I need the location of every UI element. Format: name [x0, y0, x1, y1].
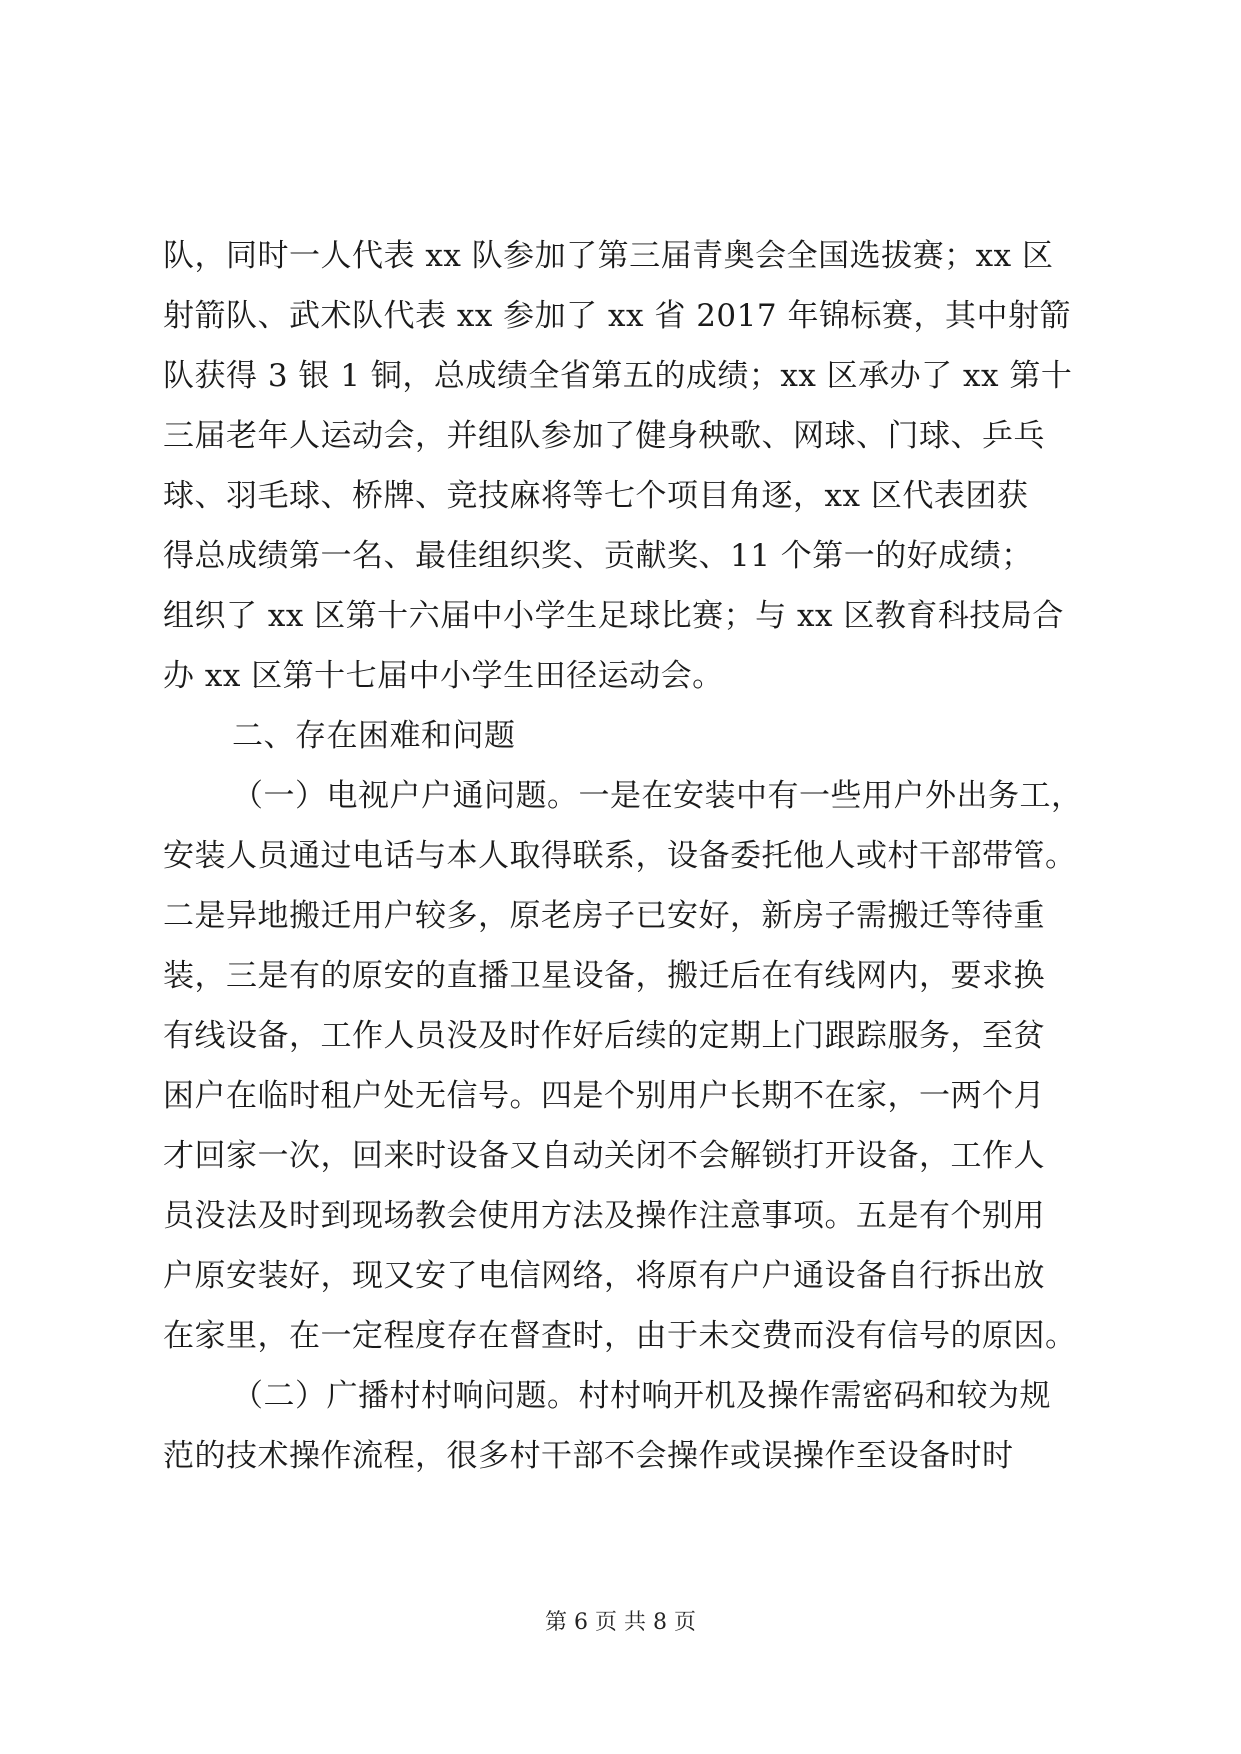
- text-line-17: 员没法及时到现场教会使用方法及操作注意事项。五是有个别用: [163, 1198, 1045, 1234]
- text-line-8: 办 xx 区第十七届中小学生田径运动会。: [163, 658, 724, 694]
- text-line-13: 装，三是有的原安的直播卫星设备，搬迁后在有线网内，要求换: [163, 958, 1045, 994]
- text-line-3: 队获得 3 银 1 铜，总成绩全省第五的成绩；xx 区承办了 xx 第十: [163, 358, 1073, 394]
- text-line-18: 户原安装好，现又安了电信网络，将原有户户通设备自行拆出放: [163, 1258, 1045, 1294]
- text-line-6: 得总成绩第一名、最佳组织奖、贡献奖、11 个第一的好成绩；: [163, 538, 1033, 574]
- text-line-14: 有线设备，工作人员没及时作好后续的定期上门跟踪服务，至贫: [163, 1018, 1045, 1054]
- section-heading: 二、存在困难和问题: [232, 718, 516, 754]
- text-line-10: （一）电视户户通问题。一是在安装中有一些用户外出务工，: [232, 778, 1083, 814]
- text-line-16: 才回家一次，回来时设备又自动关闭不会解锁打开设备，工作人: [163, 1138, 1045, 1174]
- text-line-5: 球、羽毛球、桥牌、竞技麻将等七个项目角逐，xx 区代表团获: [163, 478, 1029, 514]
- text-line-21: 范的技术操作流程，很多村干部不会操作或误操作至设备时时: [163, 1438, 1014, 1474]
- text-line-12: 二是异地搬迁用户较多，原老房子已安好，新房子需搬迁等待重: [163, 898, 1045, 934]
- text-line-7: 组织了 xx 区第十六届中小学生足球比赛；与 xx 区教育科技局合: [163, 598, 1064, 634]
- page-footer: 第 6 页 共 8 页: [545, 1610, 696, 1635]
- text-line-4: 三届老年人运动会，并组队参加了健身秧歌、网球、门球、乒乓: [163, 418, 1045, 454]
- text-line-19: 在家里，在一定程度存在督查时，由于未交费而没有信号的原因。: [163, 1318, 1077, 1354]
- text-line-1: 队，同时一人代表 xx 队参加了第三届青奥会全国选拔赛；xx 区: [163, 238, 1054, 274]
- text-line-20: （二）广播村村响问题。村村响开机及操作需密码和较为规: [232, 1378, 1051, 1414]
- text-line-15: 困户在临时租户处无信号。四是个别用户长期不在家，一两个月: [163, 1078, 1045, 1114]
- text-line-2: 射箭队、武术队代表 xx 参加了 xx 省 2017 年锦标赛，其中射箭: [163, 298, 1071, 334]
- text-line-11: 安装人员通过电话与本人取得联系，设备委托他人或村干部带管。: [163, 838, 1077, 874]
